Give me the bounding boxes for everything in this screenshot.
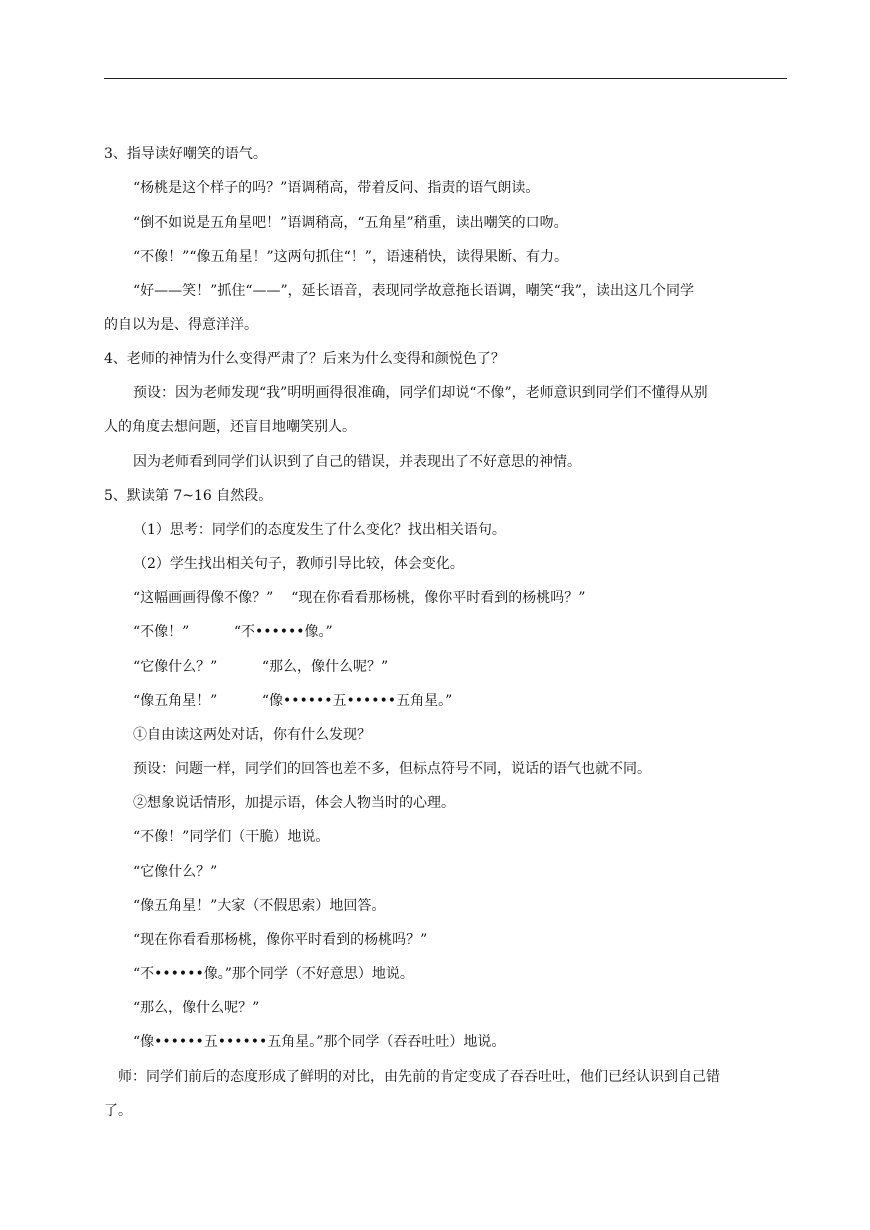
dialogue-compare: “像五角星！” “像••••••五••••••五角星。”: [133, 693, 453, 709]
paragraph: 师：同学们前后的态度形成了鲜明的对比，由先前的肯定变成了吞吞吐吐，他们已经认识到自己错: [118, 1069, 720, 1085]
paragraph: （1）思考：同学们的态度发生了什么变化？找出相关语句。: [133, 522, 506, 538]
paragraph-continuation: 的自以为是、得意洋洋。: [104, 317, 258, 333]
paragraph: “杨桃是这个样子的吗？”语调稍高，带着反问、指责的语气朗读。: [133, 180, 540, 196]
paragraph: 因为老师看到同学们认识到了自己的错误，并表现出了不好意思的神情。: [133, 454, 581, 470]
dialogue-line: “现在你看看那杨桃，像你平时看到的杨桃吗？”: [133, 932, 428, 948]
section-4-heading: 4、老师的神情为什么变得严肃了？后来为什么变得和颜悦色了？: [104, 351, 505, 367]
dialogue-compare: “它像什么？” “那么，像什么呢？”: [133, 659, 389, 675]
paragraph: “不像！”“像五角星！”这两句抓住“！”，语速稍快，读得果断、有力。: [133, 249, 568, 265]
paragraph: “好——笑！”抓住“——”，延长语音，表现同学故意拖长语调，嘲笑“我”，读出这几个同学: [133, 283, 694, 299]
dialogue-line: “那么，像什么呢？”: [133, 1000, 260, 1016]
paragraph: ②想象说话情形，加提示语，体会人物当时的心理。: [133, 795, 455, 811]
dialogue-line: “像五角星！”大家（不假思索）地回答。: [133, 898, 386, 914]
section-3-heading: 3、指导读好嘲笑的语气。: [104, 146, 267, 162]
section-5-heading: 5、默读第 7~16 自然段。: [104, 488, 273, 504]
paragraph: “倒不如说是五角星吧！”语调稍高，“五角星”稍重，读出嘲笑的口吻。: [133, 215, 568, 231]
paragraph-continuation: 了。: [104, 1103, 132, 1119]
dialogue-line: “像••••••五••••••五角星。”那个同学（吞吞吐吐）地说。: [133, 1034, 506, 1050]
paragraph: （2）学生找出相关句子，教师引导比较，体会变化。: [133, 556, 464, 572]
paragraph: ①自由读这两处对话，你有什么发现？: [133, 727, 371, 743]
header-rule: [104, 78, 787, 79]
paragraph: 预设：因为老师发现“我”明明画得很准确，同学们却说“不像”，老师意识到同学们不懂得从别: [133, 385, 708, 401]
dialogue-compare: “不像！” “不••••••像。”: [133, 624, 333, 640]
dialogue-line: “它像什么？”: [133, 864, 218, 880]
dialogue-line: “不••••••像。”那个同学（不好意思）地说。: [133, 966, 414, 982]
paragraph-continuation: 人的角度去想问题，还盲目地嘲笑别人。: [104, 419, 356, 435]
paragraph: 预设：问题一样，同学们的回答也差不多，但标点符号不同，说话的语气也就不同。: [133, 761, 651, 777]
dialogue-compare: “这幅画画得像不像？” “现在你看看那杨桃，像你平时看到的杨桃吗？”: [133, 590, 586, 606]
dialogue-line: “不像！”同学们（干脆）地说。: [133, 829, 330, 845]
